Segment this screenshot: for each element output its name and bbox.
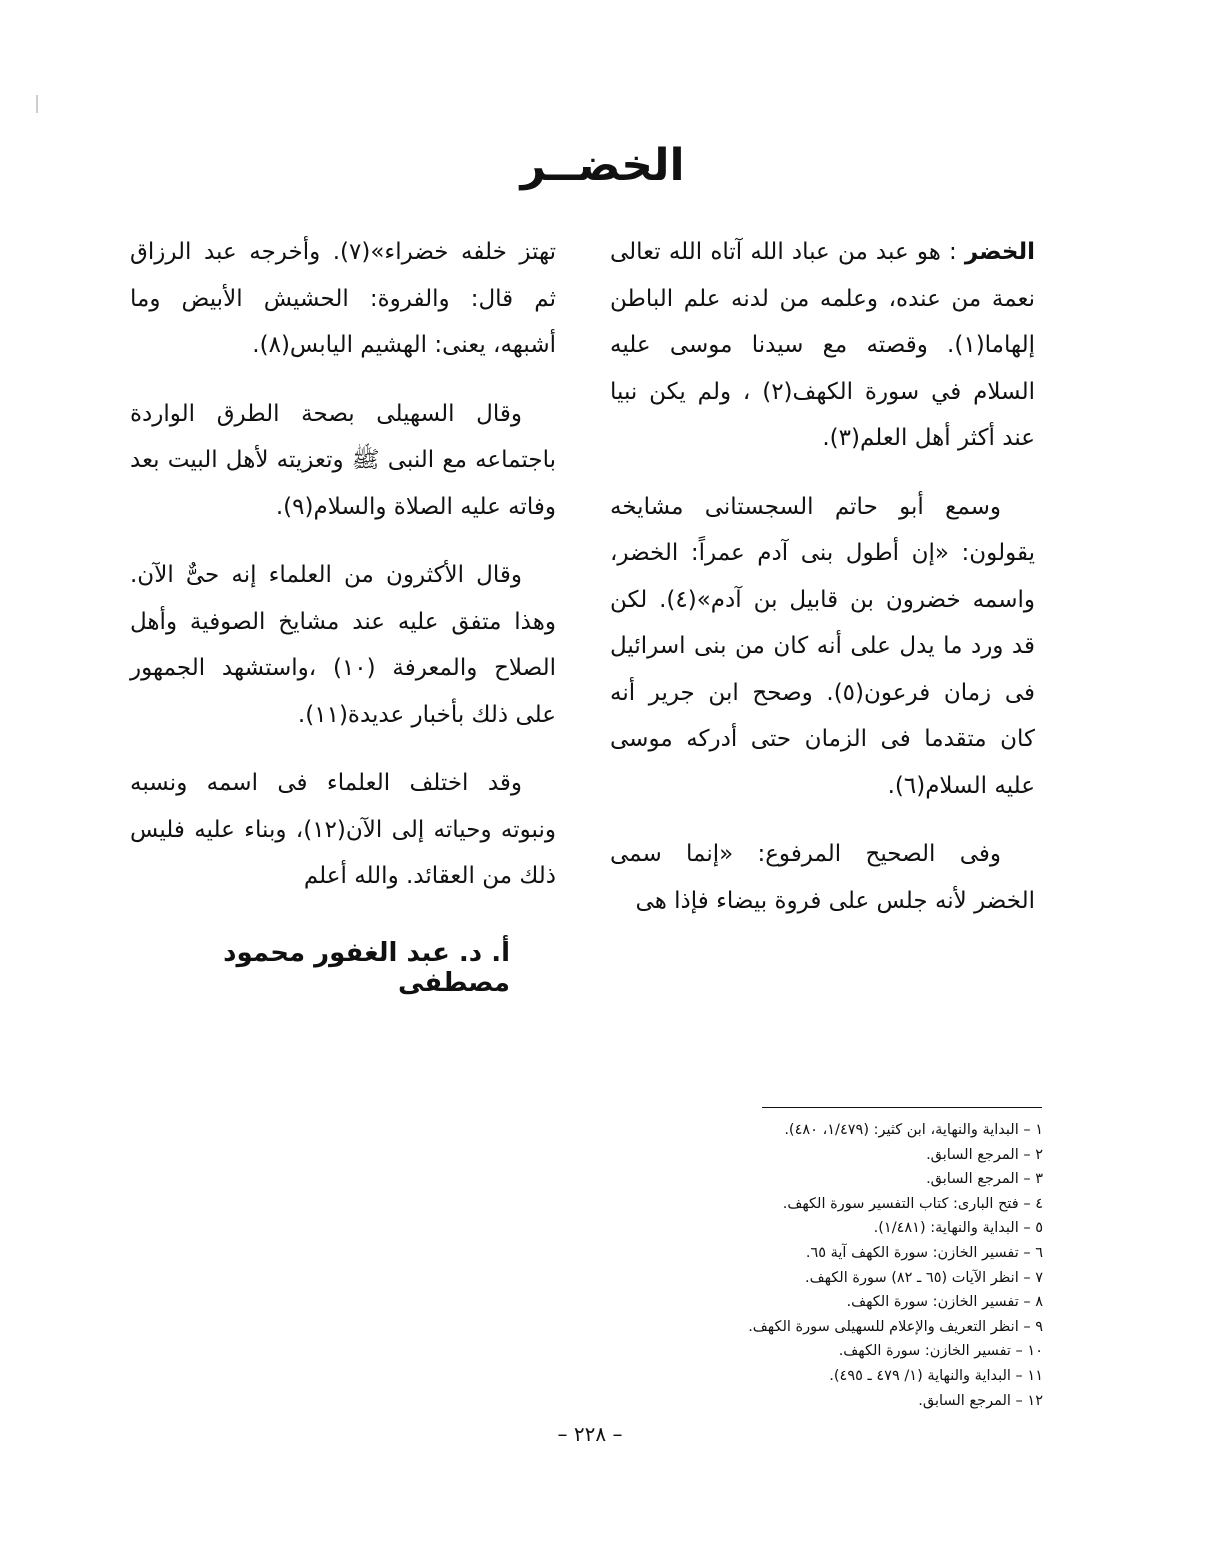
footnote: ٢ – المرجع السابق. xyxy=(926,1146,1043,1163)
footnote: ٥ – البداية والنهاية: (١/٤٨١). xyxy=(873,1220,1043,1237)
author-signature: أ. د. عبد الغفور محمود مصطفى xyxy=(223,938,510,998)
footnote: ٨ – تفسير الخازن: سورة الكهف. xyxy=(846,1294,1043,1311)
paragraph-text: وقال السهيلى بصحة الطرق الواردة باجتماعه مع النبى ﷺ وتعزيته لأهل البيت بعد وفاته عليه الصلاة والسلام(٩). xyxy=(130,400,556,520)
paragraph xyxy=(130,391,556,531)
paragraph-text: وقد اختلف العلماء فى اسمه ونسبه ونبوته وحياته إلى الآن(١٢)، وبناء عليه فليس ذلك من العقائد. والله أعلم xyxy=(130,770,556,889)
right-column xyxy=(610,229,1035,946)
paragraph-text: وقال الأكثرون من العلماء إنه حىٌّ الآن. وهذا متفق عليه عند مشايخ الصوفية وأهل الصلاح والمعرفة (١٠) ،واستشهد الجمهور على ذلك بأخبار عديدة(١١). xyxy=(130,562,556,728)
footnote: ٤ – فتح البارى: كتاب التفسير سورة الكهف. xyxy=(782,1195,1043,1212)
footnote: ٣ – المرجع السابق. xyxy=(926,1171,1043,1188)
footnote: ٦ – تفسير الخازن: سورة الكهف آية ٦٥. xyxy=(805,1244,1043,1261)
paragraph-text: وسمع أبو حاتم السجستانى مشايخه يقولون: «إن أطول بنى آدم عمراً: الخضر، واسمه خضرون بن قابيل بن آدم»(٤). لكن قد ورد ما يدل على أنه كان من بنى اسرائيل فى زمان فرعون(٥). وصحح ابن جرير أنه كان متقدما فى الزمان حتى أدركه موسى عليه السلام(٦). xyxy=(610,493,1035,799)
paragraph-text: وفى الصحيح المرفوع: «إنما سمى الخضر لأنه جلس على فروة بيضاء فإذا هى xyxy=(610,841,1035,914)
paragraph xyxy=(130,552,556,738)
paragraph xyxy=(130,229,556,369)
footnote: ٩ – انظر التعريف والإعلام للسهيلى سورة الكهف. xyxy=(748,1318,1043,1335)
paragraph xyxy=(610,831,1035,924)
footnote: ٧ – انظر الآيات (٦٥ ـ ٨٢) سورة الكهف. xyxy=(804,1269,1043,1286)
footnote-divider xyxy=(762,1107,1042,1108)
page-title: الخضــر xyxy=(520,140,685,191)
scan-artifact xyxy=(36,95,38,113)
entry-headword: الخضر xyxy=(964,239,1035,265)
paragraph-text: : هو عبد من عباد الله آتاه الله تعالى نعمة من عنده، وعلمه من لدنه علم الباطن إلهاما(١). وقصته مع سيدنا موسى عليه السلام في سورة الكهف(٢) ، ولم يكن نبيا عند أكثر أهل العلم(٣). xyxy=(610,239,1035,451)
footnote: ١١ – البداية والنهاية (١/ ٤٧٩ ـ ٤٩٥). xyxy=(829,1367,1043,1384)
left-column xyxy=(130,229,556,922)
footnote: ١٢ – المرجع السابق. xyxy=(918,1392,1043,1409)
paragraph xyxy=(610,229,1035,462)
paragraph xyxy=(130,760,556,900)
footnote: ١ – البداية والنهاية، ابن كثير: (١/٤٧٩، ٤٨٠). xyxy=(784,1122,1043,1138)
footnote: ١٠ – تفسير الخازن: سورة الكهف. xyxy=(838,1343,1043,1360)
paragraph-text: تهتز خلفه خضراء»(٧). وأخرجه عبد الرزاق ثم قال: والفروة: الحشيش الأبيض وما أشبهه، يعنى: الهشيم اليابس(٨). xyxy=(130,239,556,358)
paragraph xyxy=(610,484,1035,810)
footnotes xyxy=(700,1118,1043,1413)
page-number: – ٢٢٨ – xyxy=(557,1422,623,1446)
